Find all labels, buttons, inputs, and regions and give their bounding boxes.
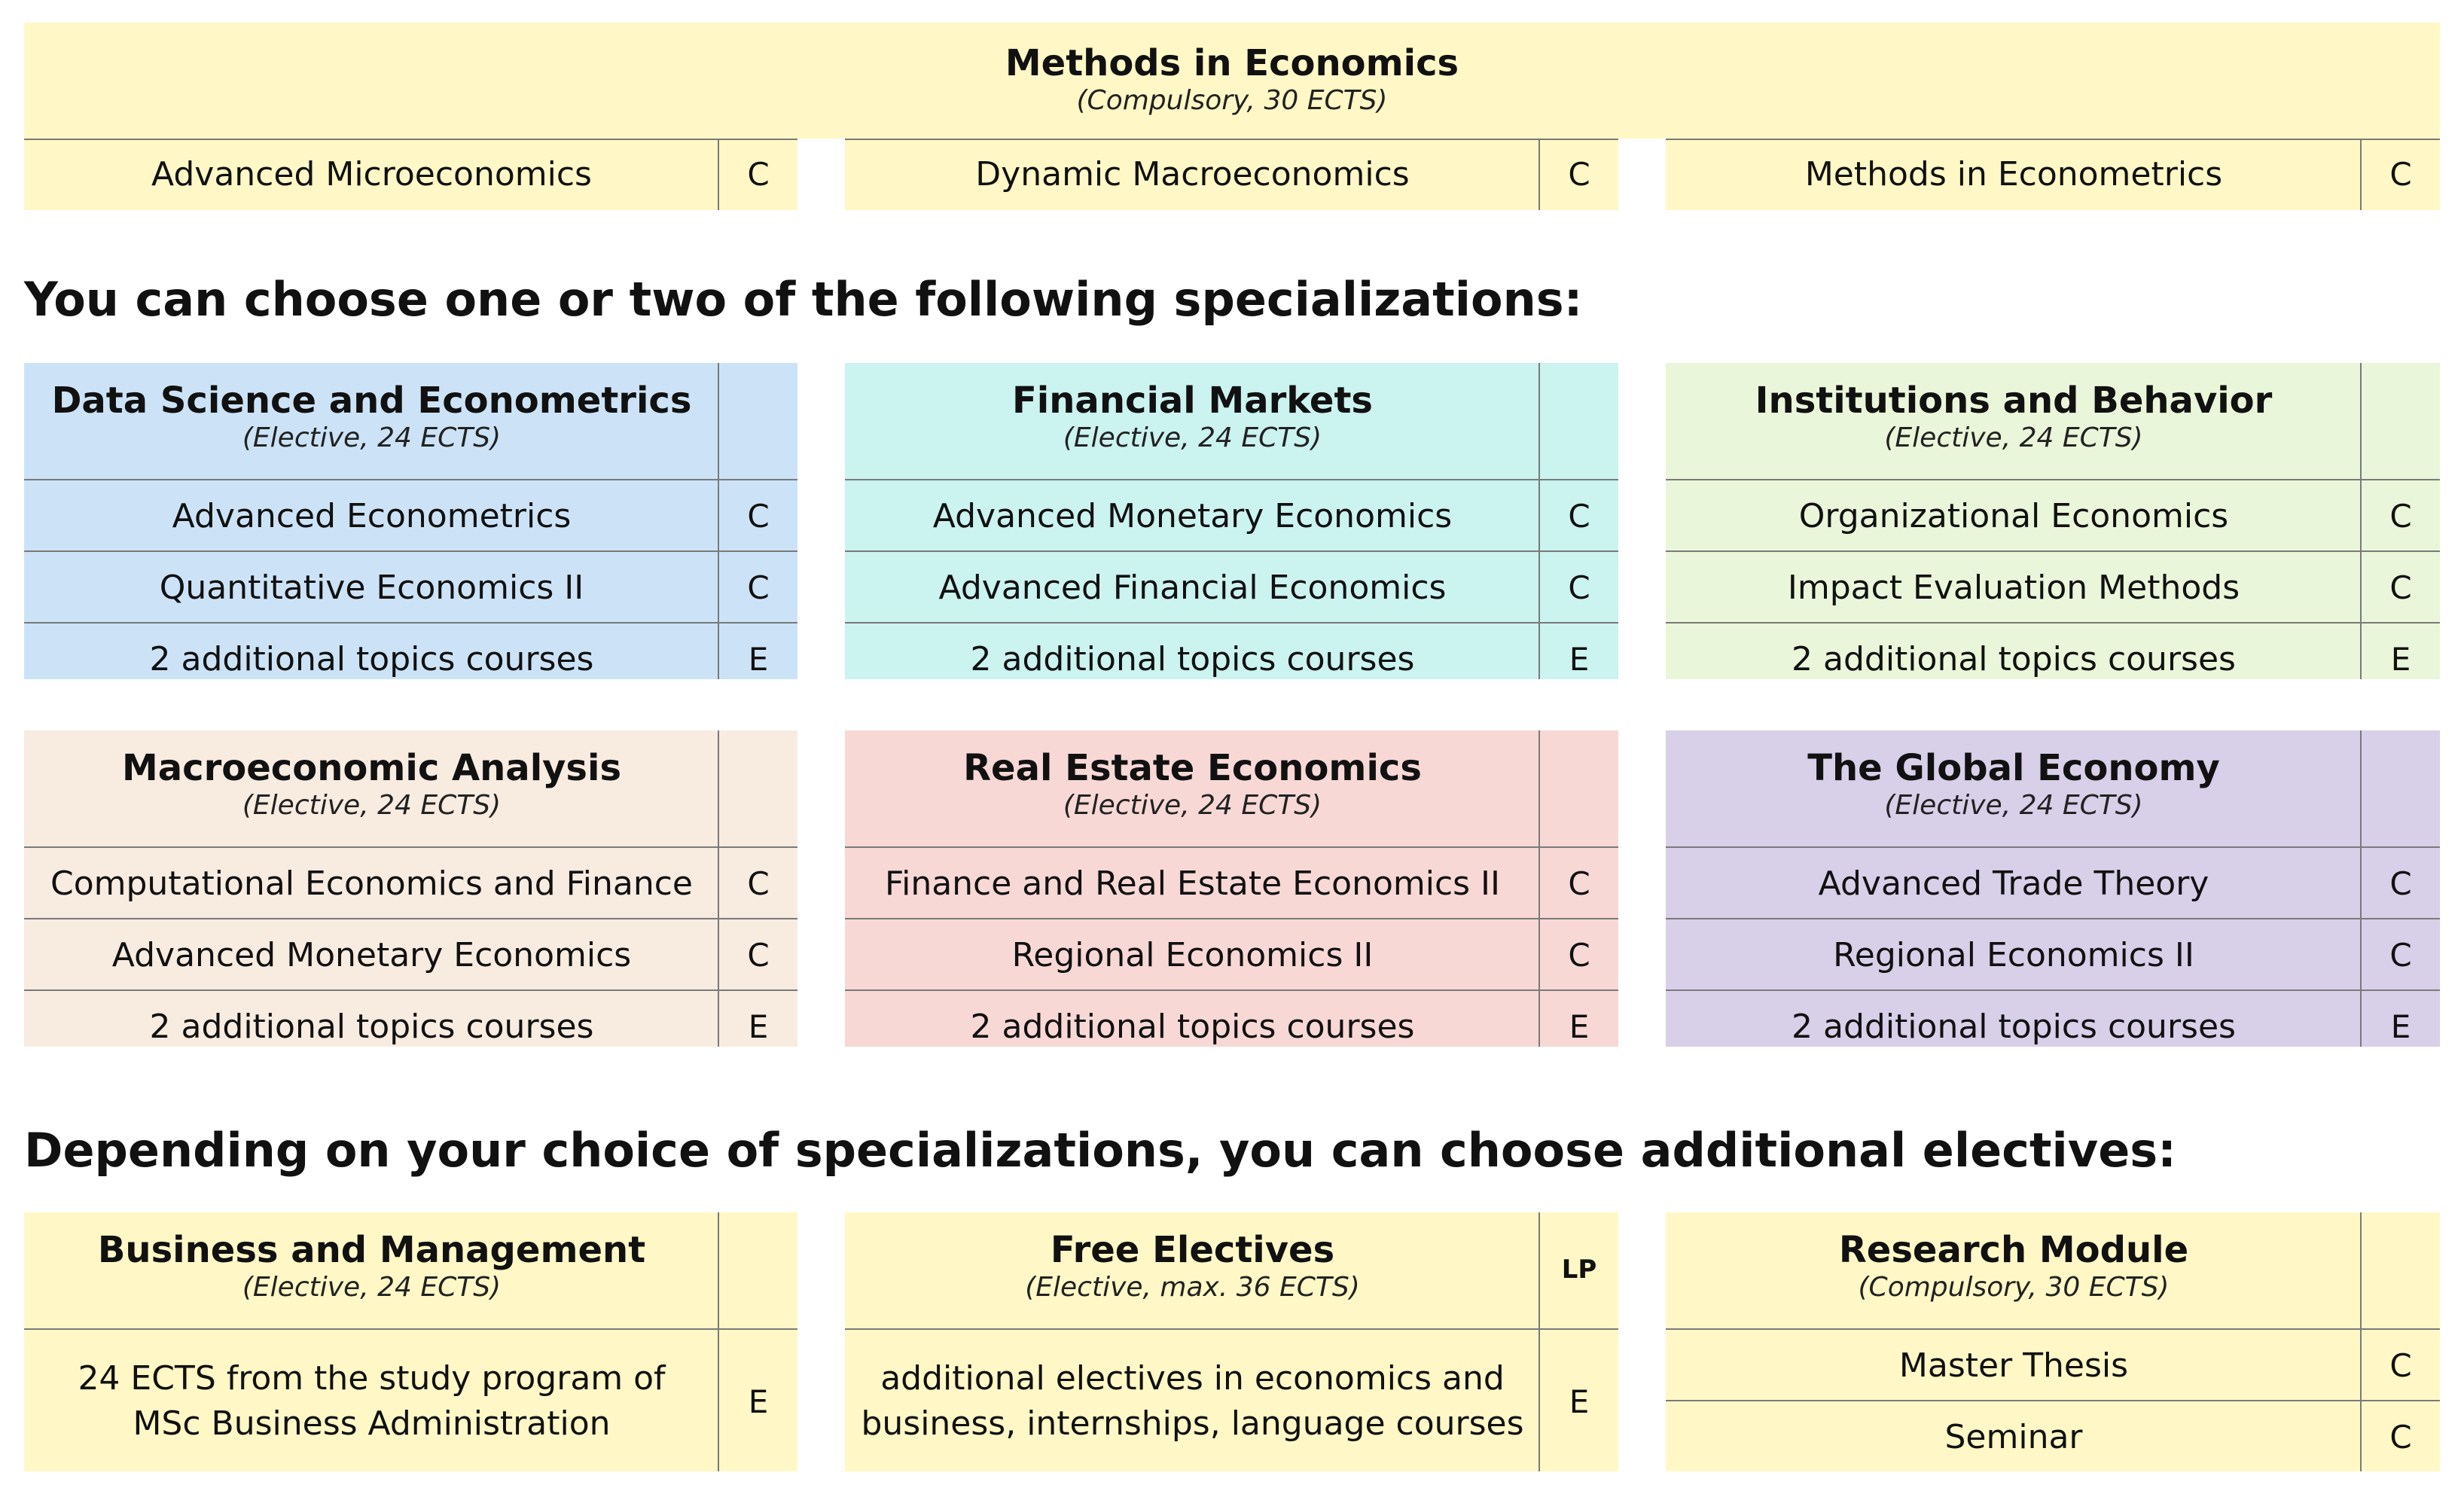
elective-description-line: additional electives in economics and [880,1359,1505,1398]
course-name: Dynamic Macroeconomics [975,154,1410,194]
methods-course-row [1666,139,2440,210]
methods-subtitle: (Compulsory, 30 ECTS) [1076,85,1388,116]
course-row [24,918,797,991]
course-name: Advanced Monetary Economics [932,496,1453,535]
course-type: C [1568,569,1590,606]
course-name: 2 additional topics courses [970,639,1415,678]
course-name: Regional Economics II [1011,935,1374,974]
course-row [24,479,797,552]
course-row [845,622,1618,695]
course-type: E [748,641,769,678]
course-name: 2 additional topics courses [1792,639,2236,678]
course-name: 2 additional topics courses [149,1007,594,1046]
specialization-box-macroeconomic-analysis [24,730,797,1047]
specialization-title: Data Science and Econometrics [51,380,692,422]
course-type: E [748,1008,769,1045]
course-type: C [2389,498,2412,535]
specializations-heading: You can choose one or two of the following specializations: [24,272,1583,327]
course-type: C [2389,1347,2412,1384]
specialization-subtitle: (Elective, 24 ECTS) [1063,790,1322,821]
specialization-subtitle: (Elective, 24 ECTS) [242,422,502,453]
elective-description-line: 24 ECTS from the study program of [78,1359,666,1398]
course-row [1666,479,2440,552]
course-name: Advanced Trade Theory [1818,864,2209,903]
elective-description-line: business, internships, language courses [861,1404,1524,1443]
course-name: 2 additional topics courses [149,639,594,678]
specialization-subtitle: (Elective, 24 ECTS) [1884,422,2143,453]
methods-header [24,23,2440,139]
course-type: C [747,865,770,902]
specialization-box-global-economy [1666,730,2440,1047]
specialization-subtitle: (Elective, 24 ECTS) [242,790,502,821]
course-name: Advanced Financial Economics [938,568,1447,607]
methods-course-row [24,139,797,210]
elective-box-business [24,1212,797,1471]
course-type: C [1568,937,1590,974]
course-type: E [2390,641,2411,678]
elective-box-free [845,1212,1618,1471]
course-type: C [2389,569,2412,606]
course-row [1666,989,2440,1063]
course-name: Impact Evaluation Methods [1787,568,2240,607]
course-type: E [1569,1383,1590,1420]
course-row [845,918,1618,991]
course-name: Seminar [1944,1417,2083,1456]
course-name: Advanced Microeconomics [151,154,592,194]
specialization-title: The Global Economy [1807,747,2220,789]
course-name: Quantitative Economics II [159,568,584,607]
course-row [24,846,797,919]
course-name: Methods in Econometrics [1804,154,2223,194]
elective-box-research [1666,1212,2440,1471]
course-type: C [747,498,770,535]
course-row [24,622,797,695]
course-name: Regional Economics II [1833,935,2194,974]
course-name: 2 additional topics courses [1792,1007,2236,1046]
course-type: C [747,569,770,606]
course-type: C [1568,865,1590,902]
specialization-box-real-estate [845,730,1618,1047]
specialization-title: Real Estate Economics [963,747,1422,789]
course-row [845,989,1618,1063]
course-row [24,989,797,1063]
specialization-subtitle: (Elective, 24 ECTS) [1063,422,1322,453]
course-type: E [748,1383,769,1420]
course-name: Advanced Monetary Economics [111,935,632,974]
specialization-subtitle: (Elective, 24 ECTS) [1884,790,2143,821]
course-type: C [2389,865,2412,902]
course-row [845,550,1618,624]
course-type: C [2389,937,2412,974]
course-name: Organizational Economics [1798,496,2229,535]
course-name: 2 additional topics courses [970,1007,1415,1046]
elective-title: Free Electives [1050,1229,1335,1271]
course-type: E [1569,641,1590,678]
course-type: C [1568,498,1590,535]
course-row [1666,550,2440,624]
methods-title: Methods in Economics [1005,42,1459,84]
course-row [1666,846,2440,919]
elective-title: Business and Management [97,1229,646,1271]
course-row [1666,622,2440,695]
course-type: C [1568,156,1590,193]
course-type: C [747,937,770,974]
specialization-title: Macroeconomic Analysis [121,747,622,789]
specialization-box-data-science [24,363,797,679]
course-name: Advanced Econometrics [172,496,572,535]
course-name: Master Thesis [1898,1346,2129,1385]
specialization-title: Financial Markets [1012,380,1373,422]
methods-course-row [845,139,1618,210]
specialization-box-financial-markets [845,363,1618,679]
course-type: C [2389,1419,2412,1456]
specialization-title: Institutions and Behavior [1755,380,2273,422]
course-row [845,479,1618,552]
course-type: C [2389,156,2412,193]
elective-subtitle: (Elective, 24 ECTS) [242,1272,502,1303]
lp-column-label: LP [1561,1255,1597,1285]
course-name: Finance and Real Estate Economics II [884,864,1501,903]
course-row [845,846,1618,919]
course-row [1666,918,2440,991]
elective-subtitle: (Elective, max. 36 ECTS) [1025,1272,1360,1303]
elective-subtitle: (Compulsory, 30 ECTS) [1858,1272,2170,1303]
course-row [24,550,797,624]
course-type: E [2390,1008,2411,1045]
course-name: Computational Economics and Finance [50,864,693,903]
course-type: E [1569,1008,1590,1045]
elective-description-line: MSc Business Administration [133,1404,611,1443]
elective-title: Research Module [1838,1229,2189,1271]
specialization-box-institutions-behavior [1666,363,2440,679]
electives-heading: Depending on your choice of specializations, you can choose additional electives: [24,1123,2176,1178]
course-type: C [747,156,770,193]
